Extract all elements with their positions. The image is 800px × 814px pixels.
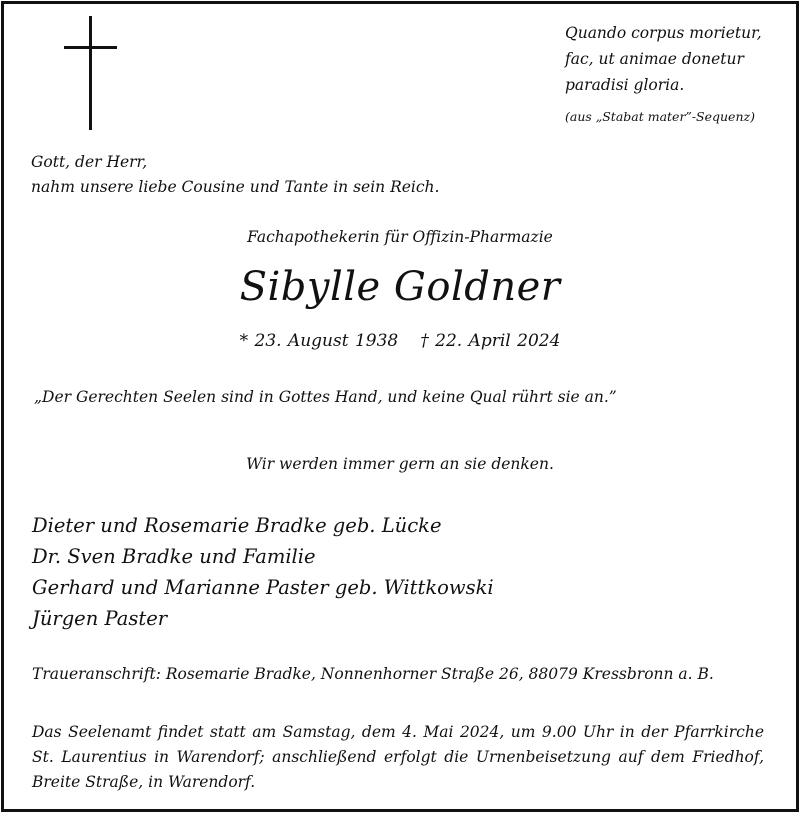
service-info: Das Seelenamt findet statt am Samstag, dem 4. Mai 2024, um 9.00 Uhr in der Pfarrkirche St. Laurentius in Warendorf; anschließend erfolgt die Urnenbeisetzung auf dem Friedhof, Breite Straße, in Warendorf. [32,723,764,791]
cross-horizontal-bar [64,46,117,49]
birth-date: * 23. August 1938 [239,331,399,351]
mourning-address: Traueranschrift: Rosemarie Bradke, Nonnenhorner Straße 26, 88079 Kressbronn a. B. [32,665,714,683]
deceased-name: Sibylle Goldner [239,264,561,310]
death-date: † 22. April 2024 [420,331,561,351]
bible-verse: „Der Gerechten Seelen sind in Gottes Hand, und keine Qual rührt sie an.” [34,388,617,406]
quote-source: (aus „Stabat mater”-Sequenz) [565,109,755,124]
family-member: Dr. Sven Bradke und Familie [32,545,316,568]
quote-line-3: paradisi gloria. [565,76,685,94]
intro-text [31,150,439,200]
profession: Fachapothekerin für Offizin-Pharmazie [247,228,553,246]
life-dates [0,331,800,351]
quote-line-1: Quando corpus morietur, [565,24,762,42]
cross-vertical-bar [89,16,92,130]
latin-quote [565,20,785,130]
remembrance-line: Wir werden immer gern an sie denken. [246,455,554,473]
family-member: Gerhard und Marianne Paster geb. Wittkowski [32,576,494,599]
intro-line-2: nahm unsere liebe Cousine und Tante in sein Reich. [31,178,440,196]
family-member: Dieter und Rosemarie Bradke geb. Lücke [32,514,442,537]
family-list [32,510,494,634]
intro-line-1: Gott, der Herr, [31,153,148,171]
family-member: Jürgen Paster [32,607,168,630]
quote-line-2: fac, ut animae donetur [565,50,744,68]
